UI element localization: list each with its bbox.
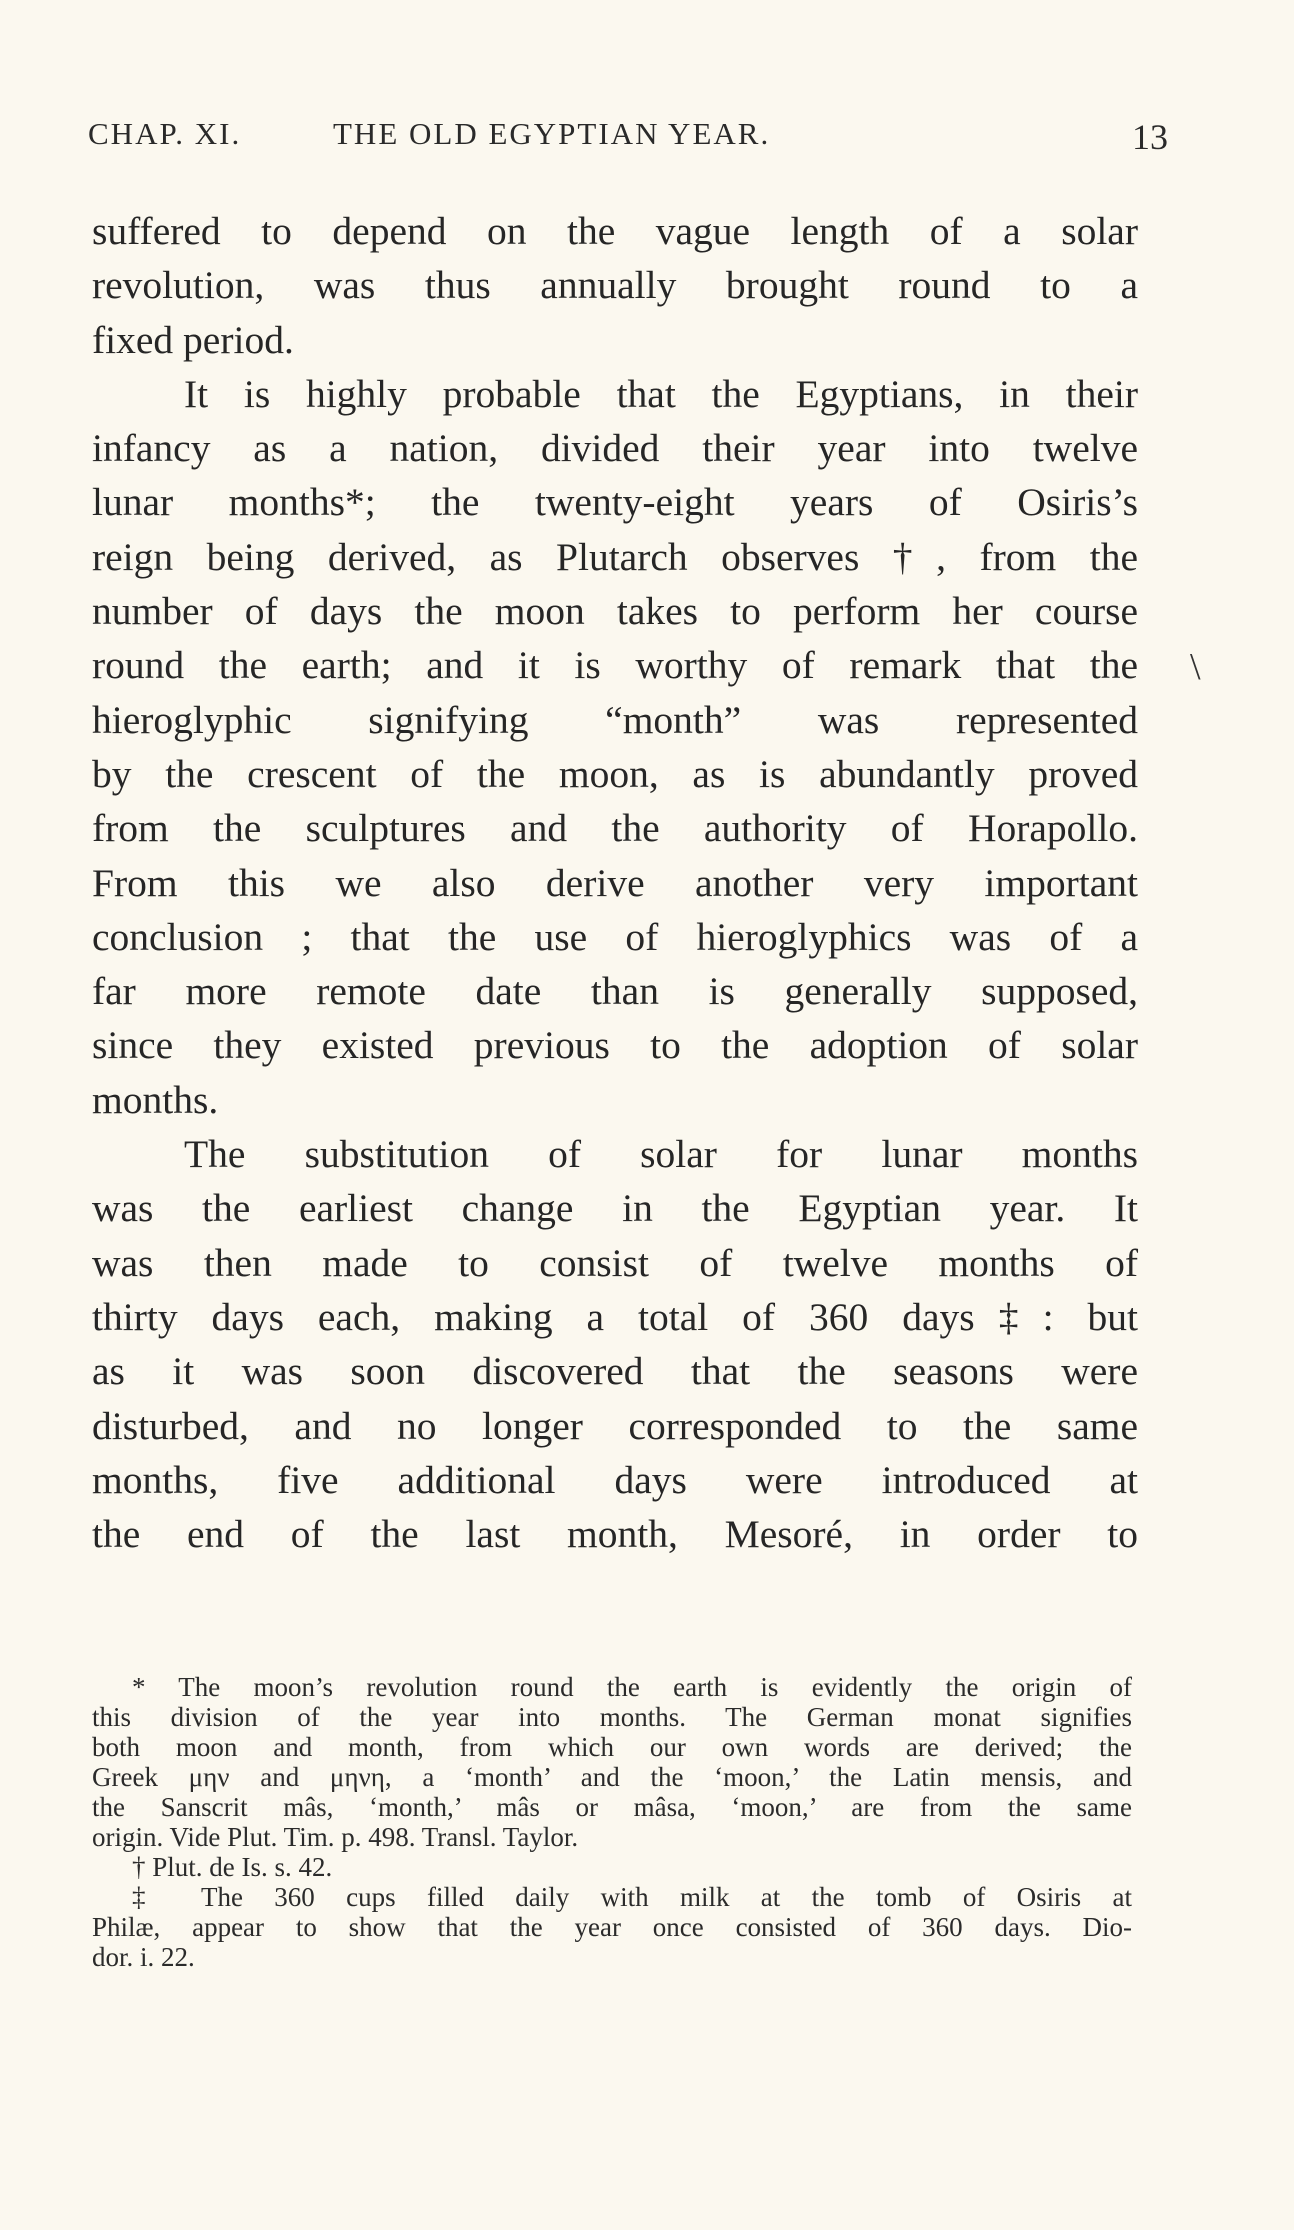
text-line: since they existed previous to the adoption of solar [92,1023,1138,1068]
running-title: THE OLD EGYPTIAN YEAR. [333,116,771,151]
text-line: from the sculptures and the authority of Horapollo. [92,806,1138,851]
footnote-line: this division of the year into months. The German monat signifies [92,1702,1132,1732]
text-line: the end of the last month, Mesoré, in order to [92,1512,1138,1557]
footnote-line: † Plut. de Is. s. 42. [132,1852,333,1882]
text-line: was then made to consist of twelve months of [92,1240,1138,1285]
footnote-line: both moon and month, from which our own words are derived; the [92,1732,1132,1762]
footnote-line: dor. i. 22. [92,1942,195,1972]
footnote-line: the Sanscrit mâs, ‘month,’ mâs or mâsa, ‘moon,’ are from the same [92,1792,1132,1822]
text-line: lunar months*; the twenty-eight years of Osiris’s [92,480,1138,525]
text-line: conclusion ; that the use of hieroglyphics was of a [92,914,1138,959]
footnote-line: Greek μην and μηνη, a ‘month’ and the ‘moon,’ the Latin mensis, and [92,1762,1132,1792]
text-line: as it was soon discovered that the seasons were [92,1349,1138,1394]
footnote-line: ‡ The 360 cups filled daily with milk at the tomb of Osiris at [132,1882,1132,1912]
footnote-line: origin. Vide Plut. Tim. p. 498. Transl. Taylor. [92,1822,579,1852]
text-line: It is highly probable that the Egyptians, in their [184,371,1138,416]
text-line: From this we also derive another very important [92,860,1138,905]
text-line: round the earth; and it is worthy of remark that the [92,643,1138,688]
text-line: reign being derived, as Plutarch observes †, from the [92,534,1138,579]
text-line: months. [92,1077,219,1122]
running-header [88,116,1168,156]
text-line: far more remote date than is generally supposed, [92,969,1138,1014]
text-line: infancy as a nation, divided their year into twelve [92,426,1138,471]
text-line: disturbed, and no longer corresponded to the same [92,1403,1138,1448]
footnote-line: Philæ, appear to show that the year once consisted of 360 days. Dio- [92,1912,1132,1942]
text-line: revolution, was thus annually brought round to a [92,263,1138,308]
text-line: fixed period. [92,317,294,362]
text-line: by the crescent of the moon, as is abundantly proved [92,751,1138,796]
text-line: hieroglyphic signifying “month” was represented [92,697,1138,742]
text-line: suffered to depend on the vague length of a solar [92,209,1138,253]
footnote-line: * The moon’s revolution round the earth is evidently the origin of [132,1672,1132,1702]
page-number: 13 [1132,117,1168,157]
text-line: number of days the moon takes to perform her course [92,589,1138,634]
chapter-label: CHAP. XI. [88,116,242,151]
text-line: months, five additional days were introduced at [92,1457,1138,1502]
text-line: was the earliest change in the Egyptian year. It [92,1186,1138,1231]
text-line: The substitution of solar for lunar months [184,1132,1138,1177]
text-line: thirty days each, making a total of 360 days‡: but [92,1294,1138,1339]
margin-mark: \ [1190,646,1201,688]
main-text [92,204,1138,1561]
footnotes [92,1672,1132,1972]
